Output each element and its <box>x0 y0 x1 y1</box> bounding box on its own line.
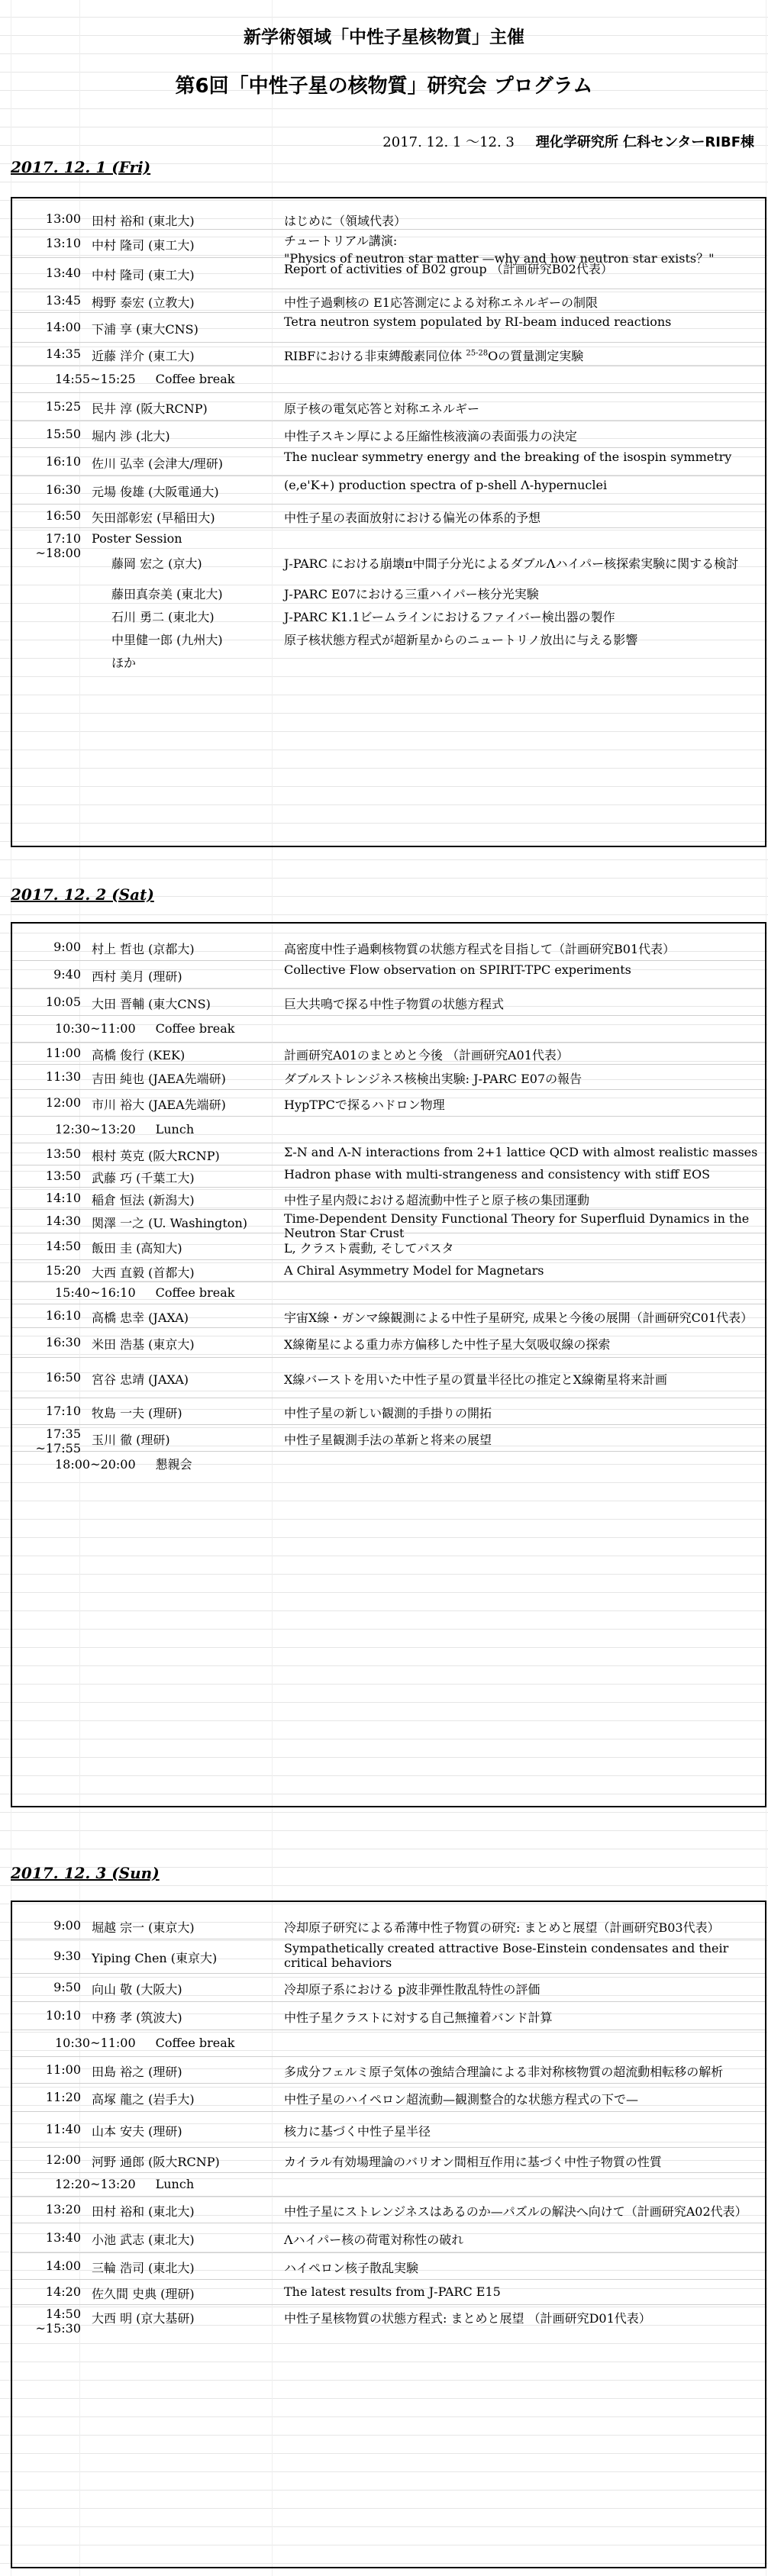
slot-time: 11:30 <box>45 1069 81 1084</box>
speaker-name: 堀越 宗一 (東京大) <box>92 1920 195 1935</box>
grid-line <box>0 914 768 915</box>
talk-title: Tetra neutron system populated by RI-beam induced reactions <box>284 314 672 329</box>
speaker-name: 堀内 渉 (北大) <box>92 429 170 443</box>
talk-title: The nuclear symmetry energy and the breaking of the isospin symmetry <box>284 450 732 464</box>
slot-time: 14:50 ~15:30 <box>35 2307 81 2336</box>
event-meta <box>382 131 754 151</box>
slot-time: 9:40 <box>53 967 81 982</box>
break-label: Coffee break <box>155 372 235 386</box>
slot-time: 17:10 <box>45 1404 81 1418</box>
talk-title: Time-Dependent Density Functional Theory for Superfluid Dynamics in the Neutron Star Crust <box>284 1211 750 1240</box>
slot-time: 13:50 <box>45 1146 81 1161</box>
talk-title: 中性子星の新しい観測的手掛りの開拓 <box>284 1406 492 1420</box>
break-row <box>12 1016 765 1043</box>
talk-row <box>12 230 765 266</box>
talk-row <box>12 1398 765 1425</box>
talk-row <box>12 1090 765 1117</box>
grid-line <box>0 108 768 109</box>
poster-title: J-PARC K1.1ビームラインにおけるファイバー検出器の製作 <box>284 610 615 624</box>
talk-title: 巨大共鳴で探る中性子物質の状態方程式 <box>284 997 505 1011</box>
grid-line <box>0 53 768 54</box>
talk-row <box>12 2084 765 2112</box>
talk-row <box>12 2112 765 2148</box>
slot-time: 16:50 <box>45 1370 81 1385</box>
break-time: 15:40~16:10 <box>55 1285 136 1300</box>
speaker-name: 稲倉 恒法 (新潟大) <box>92 1193 195 1207</box>
talk-title: 中性子星内殻における超流動中性子と原子核の集団運動 <box>284 1193 590 1207</box>
break-info <box>55 2177 194 2191</box>
slot-time: 17:35 ~17:55 <box>35 1427 81 1456</box>
slot-time: 9:00 <box>53 940 81 954</box>
speaker-name: 関澤 一之 (U. Washington) <box>92 1216 247 1230</box>
talk-row <box>12 258 765 289</box>
speaker-name: 矢田部彰宏 (早稲田大) <box>92 511 215 525</box>
break-time: 12:30~13:20 <box>55 1122 136 1136</box>
break-time: 10:30~11:00 <box>55 1021 136 1036</box>
slot-time: 9:00 <box>53 1918 81 1933</box>
slot-time: 10:10 <box>45 2008 81 2023</box>
slot-time: 12:00 <box>45 2152 81 2167</box>
talk-title: X線バーストを用いた中性子星の質量半径比の推定とX線衛星将来計画 <box>284 1372 667 1387</box>
talk-title: カイラル有効場理論のバリオン間相互作用に基づく中性子物質の性質 <box>284 2155 662 2169</box>
slot-time: 14:50 <box>45 1239 81 1253</box>
slot-time: 14:30 <box>45 1214 81 1228</box>
speaker-name: Yiping Chen (東京大) <box>92 1951 218 1965</box>
poster-row <box>12 528 765 690</box>
slot-time: 14:10 <box>45 1191 81 1205</box>
slot-time: 16:30 <box>45 482 81 497</box>
talk-title: 中性子スキン厚による圧縮性核液滴の表面張力の決定 <box>284 429 577 443</box>
break-row <box>12 1282 765 1304</box>
speaker-name: 小池 武志 (東北大) <box>92 2233 195 2247</box>
slot-time: 11:00 <box>45 1046 81 1060</box>
slot-time: 11:20 <box>45 2090 81 2104</box>
poster-presenter: 石川 勇二 (東北大) <box>111 610 215 624</box>
talk-row <box>12 961 765 989</box>
break-info <box>55 1021 234 1036</box>
slot-time: 14:00 <box>45 2258 81 2273</box>
speaker-name: 玉川 徹 (理研) <box>92 1433 170 1447</box>
speaker-name: 河野 通郎 (阪大RCNP) <box>92 2155 220 2169</box>
slot-time: 15:20 <box>45 1263 81 1278</box>
talk-title: 中性子星にストレンジネスはあるのか—パズルの解決へ向けて（計画研究A02代表） <box>284 2204 747 2219</box>
talk-row <box>12 1165 765 1188</box>
slot-time: 13:40 <box>45 2230 81 2245</box>
break-row <box>12 1452 765 1473</box>
talk-row <box>12 1939 765 1974</box>
slot-time: 13:40 <box>45 266 81 280</box>
talk-title: 中性子星観測手法の革新と将来の展望 <box>284 1433 492 1447</box>
speaker-name: 佐川 弘幸 (会津大/理研) <box>92 456 224 471</box>
slot-time: 9:30 <box>53 1949 81 1963</box>
break-info <box>55 1455 192 1472</box>
organizer-line: 新学術領域「中性子星核物質」主催 <box>244 27 524 47</box>
slot-time: 11:00 <box>45 2062 81 2077</box>
break-time: 14:55~15:25 <box>55 372 136 386</box>
break-label: 懇親会 <box>155 1457 192 1472</box>
speaker-name: 民井 淳 (阪大RCNP) <box>92 401 208 416</box>
talk-row <box>12 448 765 476</box>
talk-title: ハイペロン核子散乱実験 <box>284 2261 419 2275</box>
poster-title: 原子核状態方程式が超新星からのニュートリノ放出に与える影響 <box>284 633 638 647</box>
talk-title: ダブルストレンジネス核検出実験: J-PARC E07の報告 <box>284 1072 582 1086</box>
grid-line <box>0 1830 768 1831</box>
talk-row <box>12 1425 765 1456</box>
speaker-name: 米田 浩基 (東京大) <box>92 1337 195 1352</box>
talk-title: A Chiral Asymmetry Model for Magnetars <box>284 1263 544 1278</box>
talk-title: 冷却原子研究による希薄中性子物質の研究: まとめと展望（計画研究B03代表） <box>284 1920 720 1935</box>
talk-title: 中性子過剰核の E1応答測定による対称エネルギーの制限 <box>284 295 598 310</box>
talk-row <box>12 1328 765 1358</box>
talk-row <box>12 289 765 313</box>
talk-row <box>12 1065 765 1090</box>
talk-row <box>12 1043 765 1065</box>
talk-title: 多成分フェルミ原子気体の強結合理論による非対称核物質の超流動相転移の解析 <box>284 2065 724 2079</box>
speaker-name: 田村 裕和 (東北大) <box>92 214 195 228</box>
slot-time: 10:05 <box>45 995 81 1009</box>
slot-time: 13:00 <box>45 211 81 226</box>
day-label: 2017. 12. 3 (Sun) <box>11 1864 160 1882</box>
talk-row <box>12 1260 765 1282</box>
grid-line <box>0 1812 768 1813</box>
talk-row <box>12 343 765 366</box>
talk-title: 宇宙X線・ガンマ線観測による中性子星研究, 成果と今後の展開（計画研究C01代表） <box>284 1311 753 1325</box>
talk-row <box>12 989 765 1016</box>
talk-title: The latest results from J-PARC E15 <box>284 2284 501 2299</box>
grid-line <box>0 859 768 860</box>
poster-presenter: 藤田真奈美 (東北大) <box>111 587 223 601</box>
talk-row <box>12 1358 765 1398</box>
break-info <box>55 1122 194 1136</box>
break-row <box>12 2030 765 2057</box>
speaker-name: 近藤 洋介 (東工大) <box>92 349 195 363</box>
isotope-superscript: 25-28 <box>466 349 489 358</box>
poster-presenter: ほか <box>111 656 137 670</box>
slot-time: 15:25 <box>45 399 81 414</box>
day-schedule-fri <box>11 197 766 847</box>
talk-row <box>12 1143 765 1165</box>
speaker-name: 山本 安夫 (理研) <box>92 2124 182 2139</box>
talk-title: 原子核の電気応答と対称エネルギー <box>284 401 480 416</box>
break-row <box>12 366 765 393</box>
break-time: 12:20~13:20 <box>55 2177 136 2191</box>
grid-line <box>0 17 768 18</box>
slot-time: 16:50 <box>45 508 81 523</box>
slot-time: 13:20 <box>45 2202 81 2217</box>
speaker-name: 吉田 純也 (JAEA先端研) <box>92 1072 226 1086</box>
poster-session-label: Poster Session <box>92 531 182 546</box>
talk-title: 中性子星核物質の状態方程式: まとめと展望 （計画研究D01代表） <box>284 2311 651 2326</box>
speaker-name: 大西 直毅 (首都大) <box>92 1265 195 1280</box>
talk-row <box>12 313 765 343</box>
talk-row <box>12 2305 765 2336</box>
talk-title: 冷却原子系における p波非弾性散乱特性の評価 <box>284 1982 541 1997</box>
slot-time: 15:50 <box>45 427 81 441</box>
event-dates: 2017. 12. 1 ～12. 3 <box>382 134 515 150</box>
talk-title: 核力に基づく中性子星半径 <box>284 2124 431 2139</box>
slot-time: 16:10 <box>45 1308 81 1323</box>
speaker-name: 田村 裕和 (東北大) <box>92 2204 195 2219</box>
break-label: Lunch <box>155 1122 195 1136</box>
speaker-name: 中村 隆司 (東工大) <box>92 268 195 282</box>
talk-title: Σ-N and Λ-N interactions from 2+1 lattice QCD with almost realistic masses <box>284 1145 758 1159</box>
talk-title: 中性子星の表面放射における偏光の体系的予想 <box>284 511 541 525</box>
talk-title: Hadron phase with multi-strangeness and consistency with stiff EOS <box>284 1167 711 1182</box>
schedule-top-spacer <box>12 924 765 934</box>
slot-time: 16:30 <box>45 1335 81 1349</box>
break-row <box>12 1117 765 1143</box>
talk-row <box>12 2197 765 2223</box>
talk-row <box>12 1974 765 2002</box>
slot-time: 12:00 <box>45 1095 81 1110</box>
speaker-name: 高橋 俊行 (KEK) <box>92 1048 186 1062</box>
break-time: 10:30~11:00 <box>55 2036 136 2050</box>
talk-row <box>12 1233 765 1260</box>
talk-title: HypTPCで探るハドロン物理 <box>284 1098 445 1112</box>
day-label: 2017. 12. 1 (Fri) <box>11 158 151 176</box>
grid-line <box>0 1885 768 1886</box>
speaker-name: 武藤 巧 (千葉工大) <box>92 1171 195 1185</box>
speaker-name: 大田 晋輔 (東大CNS) <box>92 997 211 1011</box>
talk-row <box>12 209 765 230</box>
break-label: Lunch <box>155 2177 195 2191</box>
talk-row <box>12 2280 765 2305</box>
break-time: 18:00~20:00 <box>55 1457 136 1472</box>
speaker-name: 下浦 享 (東大CNS) <box>92 322 198 337</box>
speaker-name: 宮谷 忠靖 (JAXA) <box>92 1372 189 1387</box>
day-schedule-sun <box>11 1901 766 2568</box>
speaker-name: 中村 隆司 (東工大) <box>92 238 195 253</box>
slot-time: 11:40 <box>45 2122 81 2136</box>
speaker-name: 根村 英克 (阪大RCNP) <box>92 1149 220 1163</box>
slot-time: 13:10 <box>45 236 81 250</box>
speaker-name: 中務 孝 (筑波大) <box>92 2010 182 2025</box>
speaker-name: 高橋 忠幸 (JAXA) <box>92 1311 189 1325</box>
slot-time: 13:45 <box>45 293 81 308</box>
talk-title: チュートリアル講演: "Physics of neutron star matter —why and how neutron star exists？" <box>284 234 715 266</box>
break-label: Coffee break <box>155 1285 235 1300</box>
talk-row <box>12 2253 765 2280</box>
speaker-name: 西村 美月 (理研) <box>92 969 182 984</box>
speaker-name: 牧島 一夫 (理研) <box>92 1406 182 1420</box>
talk-title: Report of activities of B02 group （計画研究B02代表） <box>284 262 613 276</box>
slot-time: 17:10 ~18:00 <box>35 531 81 560</box>
talk-title: 中性子星のハイペロン超流動—観測整合的な状態方程式の下で— <box>284 2092 639 2107</box>
speaker-name: 向山 敬 (大阪大) <box>92 1982 182 1997</box>
talk-row <box>12 1304 765 1328</box>
speaker-name: 田島 裕之 (理研) <box>92 2065 182 2079</box>
talk-row <box>12 2223 765 2253</box>
speaker-name: 村上 哲也 (京都大) <box>92 942 195 956</box>
slot-time: 14:00 <box>45 320 81 334</box>
talk-title: L, クラスト震動, そしてパスタ <box>284 1241 454 1256</box>
talk-row <box>12 505 765 528</box>
speaker-name: 栂野 泰宏 (立教大) <box>92 295 195 310</box>
talk-title: (e,e'K+) production spectra of p-shell Λ-hypernuclei <box>284 478 608 492</box>
speaker-name: 三輪 浩司 (東北大) <box>92 2261 195 2275</box>
break-label: Coffee break <box>155 2036 235 2050</box>
talk-row <box>12 1913 765 1939</box>
talk-title: Collective Flow observation on SPIRIT-TPC experiments <box>284 962 631 977</box>
speaker-name: 飯田 圭 (高知大) <box>92 1241 182 1256</box>
talk-row <box>12 2148 765 2173</box>
slot-time: 16:10 <box>45 454 81 469</box>
slot-time: 13:50 <box>45 1169 81 1183</box>
talk-row <box>12 1210 765 1240</box>
slot-time: 14:35 <box>45 347 81 361</box>
speaker-name: 佐久間 史典 (理研) <box>92 2287 195 2301</box>
poster-title: J-PARC E07における三重ハイパー核分光実験 <box>284 587 539 601</box>
talk-row <box>12 421 765 448</box>
talk-title: はじめに（領域代表） <box>284 214 407 228</box>
break-label: Coffee break <box>155 1021 235 1036</box>
talk-row <box>12 2002 765 2030</box>
talk-row <box>12 934 765 961</box>
break-row <box>12 2173 765 2197</box>
talk-row <box>12 2057 765 2084</box>
schedule-top-spacer <box>12 1902 765 1913</box>
slot-time: 9:50 <box>53 1980 81 1994</box>
talk-title: 高密度中性子過剰核物質の状態方程式を目指して（計画研究B01代表） <box>284 942 676 956</box>
slot-time: 14:20 <box>45 2284 81 2299</box>
day-label: 2017. 12. 2 (Sat) <box>11 885 154 904</box>
poster-presenter: 藤岡 宏之 (京大) <box>111 556 202 571</box>
poster-presenter: 中里健一郎 (九州大) <box>111 633 223 647</box>
talk-row <box>12 1188 765 1210</box>
schedule-top-spacer <box>12 198 765 209</box>
day-schedule-sat <box>11 922 766 1807</box>
talk-title: Λハイパー核の荷電対称性の破れ <box>284 2233 464 2247</box>
talk-title: Sympathetically created attractive Bose-Einstein condensates and their critical behaviors <box>284 1941 729 1970</box>
event-venue: 理化学研究所 仁科センターRIBF棟 <box>535 134 754 150</box>
break-info <box>55 1285 234 1300</box>
talk-title: X線衛星による重力赤方偏移した中性子星大気吸収線の探索 <box>284 1337 611 1352</box>
talk-title: 計画研究A01のまとめと今後 （計画研究A01代表） <box>284 1048 569 1062</box>
program-title: 第6回「中性子星の核物質」研究会 プログラム <box>175 75 593 98</box>
talk-title: RIBFにおける非束縛酸素同位体 $^{25-28}$Oの質量測定実験 <box>284 349 584 363</box>
speaker-name: 市川 裕大 (JAEA先端研) <box>92 1098 226 1112</box>
break-info <box>55 372 234 386</box>
talk-row <box>12 393 765 421</box>
talk-title: 中性子星クラストに対する自己無撞着バンド計算 <box>284 2010 553 2025</box>
poster-title: J-PARC における崩壊π中間子分光によるダブルΛハイパー核探索実験に関する検討 <box>284 556 739 571</box>
talk-row <box>12 476 765 505</box>
speaker-name: 高塚 龍之 (岩手大) <box>92 2092 195 2107</box>
speaker-name: 大西 明 (京大基研) <box>92 2311 195 2326</box>
speaker-name: 元場 俊雄 (大阪電通大) <box>92 485 219 499</box>
grid-line <box>0 878 768 879</box>
break-info <box>55 2036 234 2050</box>
